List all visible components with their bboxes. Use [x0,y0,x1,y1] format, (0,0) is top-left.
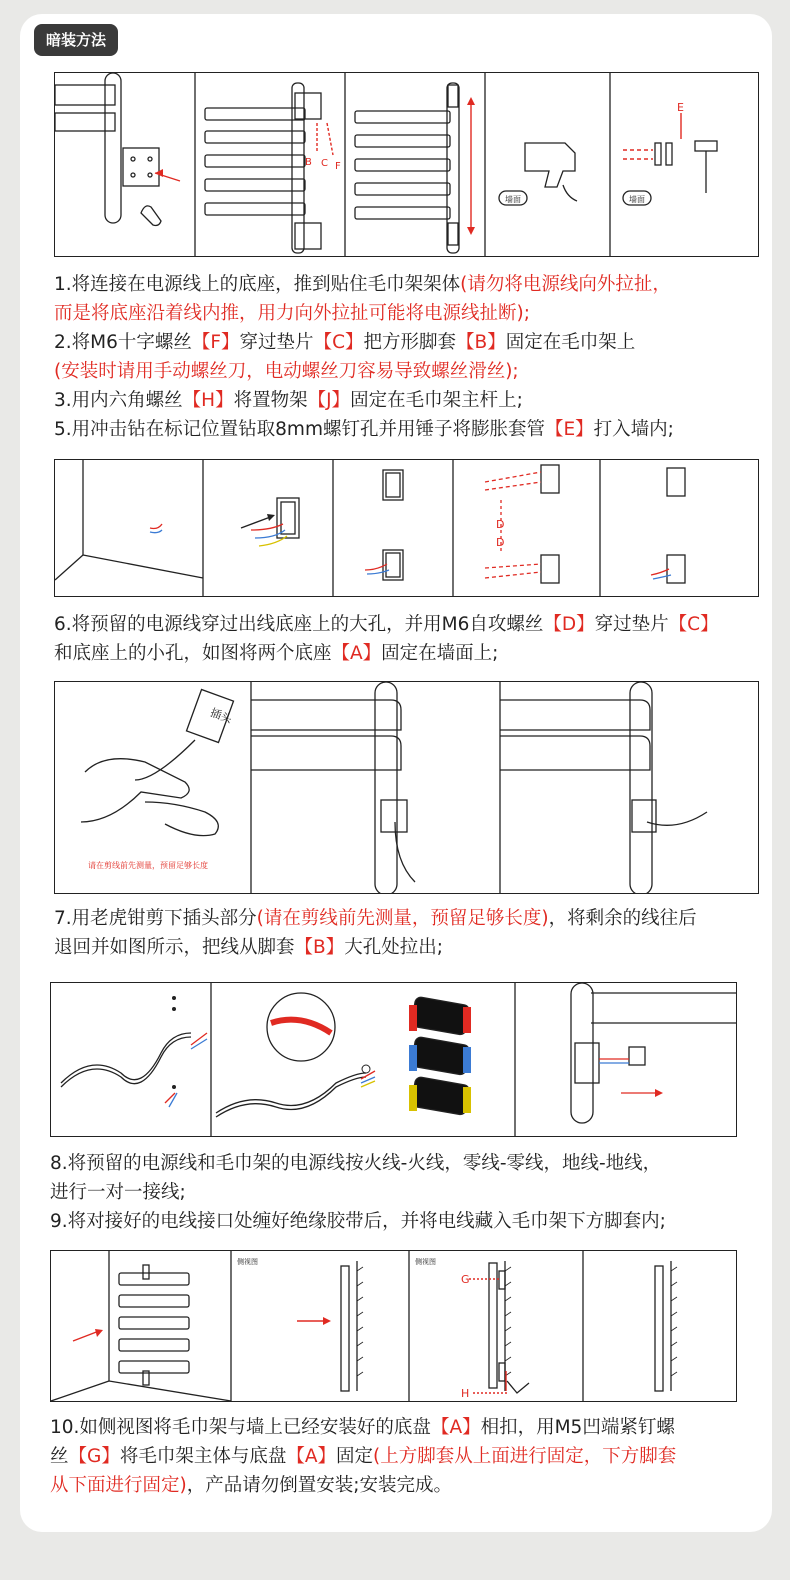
label-h: H [461,1387,470,1400]
figure-step6 [54,459,759,597]
step-line: 进行一对一接线; [50,1182,186,1203]
step-line: 2.将M6十字螺丝【F】穿过垫片【C】把方形脚套【B】固定在毛巾架上 [54,332,636,353]
section-title: 暗装方法 [34,24,118,56]
step-line: 6.将预留的电源线穿过出线底座上的大孔，并用M6自攻螺丝【D】穿过垫片【C】 [54,614,719,635]
figure3-caption: 请在剪线前先测量，预留足够长度 [88,861,208,870]
step-line: 1.将连接在电源线上的底座，推到贴住毛巾架架体(请勿将电源线向外拉扯， [54,274,671,295]
steps-block-1 [54,270,759,444]
plug-label: 插头 [208,705,234,726]
step-line: 退回并如图所示，把线从脚套【B】大孔处拉出; [54,937,443,958]
label-d-1: D [496,518,505,531]
label-d-2: D [496,536,505,549]
step-line: 丝【G】将毛巾架主体与底盘【A】固定(上方脚套从上面进行固定，下方脚套 [50,1446,677,1467]
step-line: 9.将对接好的电线接口处缠好绝缘胶带后，并将电线藏入毛巾架下方脚套内; [50,1211,666,1232]
step-line: 从下面进行固定)，产品请勿倒置安装;安装完成。 [50,1475,452,1496]
figure-step7 [54,681,759,894]
steps-block-2 [54,610,759,668]
label-f: F [335,161,341,172]
step-line: 10.如侧视图将毛巾架与墙上已经安装好的底盘【A】相扣，用M5凹端紧钉螺 [50,1417,675,1438]
step-line: 而是将底座沿着线内推，用力向外拉扯可能将电源线扯断); [54,303,530,324]
label-g: G [461,1273,470,1286]
figure-step10-drawing [51,1251,737,1402]
side-view-label-1: 侧视图 [237,1258,258,1266]
label-e: E [677,101,684,114]
step-line: 3.用内六角螺丝【H】将置物架【J】固定在毛巾架主杆上; [54,390,523,411]
figure-step1-5-drawing [55,73,759,257]
instruction-card [20,14,772,1532]
figure-step7-drawing [55,682,759,894]
steps-block-3 [54,904,759,962]
figure-step6-drawing [55,460,759,597]
step-line: 5.用冲击钻在标记位置钻取8mm螺钉孔并用锤子将膨胀套管【E】打入墙内; [54,419,674,440]
label-b: B [305,157,312,168]
step-line: (安装时请用手动螺丝刀，电动螺丝刀容易导致螺丝滑丝); [54,361,519,382]
figure-step10 [50,1250,737,1402]
side-view-label-2: 侧视图 [415,1258,436,1266]
step-line: 和底座上的小孔，如图将两个底座【A】固定在墙面上; [54,643,499,664]
label-c: C [321,158,328,169]
wall-label-2: 墙面 [629,195,645,204]
figure-step8-9 [50,982,737,1137]
step-line: 8.将预留的电源线和毛巾架的电源线按火线-火线，零线-零线，地线-地线， [50,1153,662,1174]
figure-step1-5 [54,72,759,257]
wall-label-1: 墙面 [505,195,521,204]
step-line: 7.用老虎钳剪下插头部分(请在剪线前先测量，预留足够长度)，将剩余的线往后 [54,908,697,929]
steps-block-4 [50,1149,755,1236]
steps-block-5 [50,1413,755,1500]
figure-step8-9-drawing [51,983,737,1137]
